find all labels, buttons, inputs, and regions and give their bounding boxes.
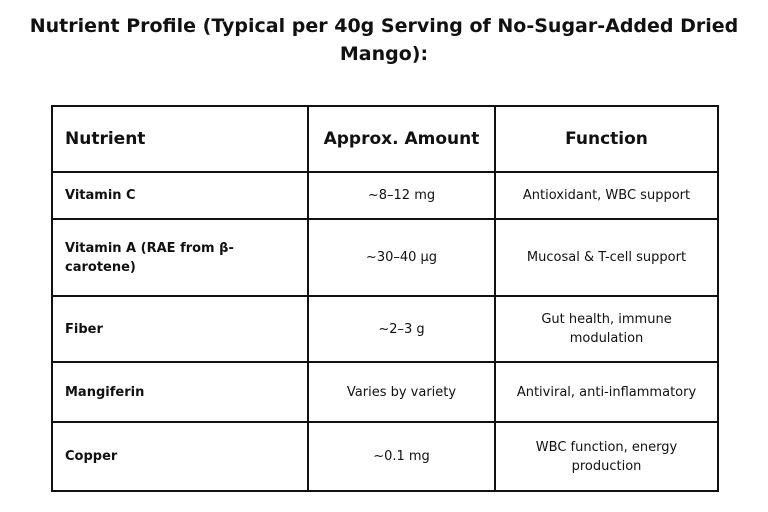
table-header-row xyxy=(52,106,718,172)
amount-cell: ~30–40 µg xyxy=(308,219,495,296)
table-row xyxy=(52,422,718,491)
nutrient-cell: Fiber xyxy=(52,296,308,362)
table-row xyxy=(52,219,718,296)
amount-cell: ~0.1 mg xyxy=(308,422,495,491)
function-cell: Antiviral, anti-inflammatory xyxy=(495,362,718,422)
column-header-function: Function xyxy=(495,106,718,172)
nutrient-table xyxy=(51,105,719,492)
nutrient-cell: Mangiferin xyxy=(52,362,308,422)
nutrient-cell: Vitamin C xyxy=(52,172,308,219)
amount-cell: ~8–12 mg xyxy=(308,172,495,219)
amount-cell: Varies by variety xyxy=(308,362,495,422)
function-cell: Gut health, immune modulation xyxy=(495,296,718,362)
nutrient-cell: Copper xyxy=(52,422,308,491)
page-title: Nutrient Profile (Typical per 40g Serving of No-Sugar-Added Dried Mango): xyxy=(29,15,739,65)
amount-cell: ~2–3 g xyxy=(308,296,495,362)
table-row xyxy=(52,362,718,422)
function-cell: Antioxidant, WBC support xyxy=(495,172,718,219)
table-row xyxy=(52,172,718,219)
table-row xyxy=(52,296,718,362)
column-header-amount: Approx. Amount xyxy=(308,106,495,172)
function-cell: WBC function, energy production xyxy=(495,422,718,491)
function-cell: Mucosal & T-cell support xyxy=(495,219,718,296)
nutrient-cell: Vitamin A (RAE from β-carotene) xyxy=(52,219,308,296)
column-header-nutrient: Nutrient xyxy=(52,106,308,172)
